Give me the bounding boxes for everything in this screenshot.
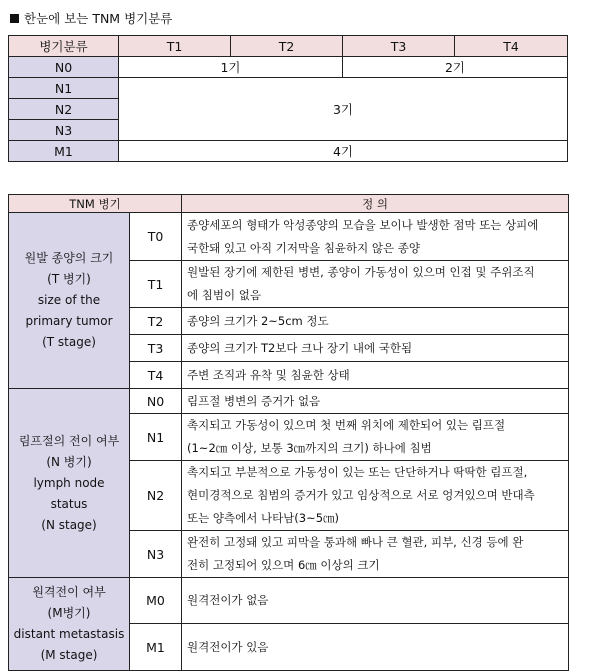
- definition-line: 완전히 고정돼 있고 피막을 통과해 빠나 큰 혈관, 피부, 신경 등에 완: [187, 535, 524, 549]
- definition-cell: [182, 531, 569, 578]
- category-line: (N 병기): [46, 454, 92, 469]
- definition-line: 원발된 장기에 제한된 병변, 종양이 가동성이 있으며 인접 및 주위조직: [187, 265, 535, 279]
- category-cell: [9, 213, 130, 389]
- stage-code: T2: [130, 308, 182, 335]
- definition-cell: [182, 624, 569, 671]
- table-row: [9, 389, 569, 414]
- table-row: [9, 195, 569, 213]
- stage-code: M0: [130, 578, 182, 624]
- definition-cell: [182, 578, 569, 624]
- stage-code: N0: [130, 389, 182, 414]
- category-line: (T 병기): [47, 272, 91, 286]
- definition-line: (1~2㎝ 이상, 보통 3㎝까지의 크기) 하나에 침범: [187, 441, 432, 455]
- definition-cell: [182, 308, 569, 335]
- stage-code: N3: [130, 531, 182, 578]
- stage-cell: 3기: [119, 78, 568, 141]
- header-cell: 병기분류: [9, 36, 119, 57]
- table-row: [9, 141, 568, 162]
- definition-line: 국한돼 있고 아직 기저막을 침윤하지 않은 종양: [187, 240, 421, 255]
- category-line: 림프절의 전이 여부: [18, 433, 120, 448]
- table-row: [9, 57, 568, 78]
- category-cell: [9, 578, 130, 671]
- definition-line: 또는 양측에서 나타남(3~5㎝): [187, 511, 340, 525]
- definition-cell: [182, 389, 569, 414]
- definition-cell: [182, 461, 569, 531]
- stage-code: T3: [130, 335, 182, 362]
- category-line: (N stage): [41, 517, 97, 532]
- header-cell: T4: [455, 36, 568, 57]
- row-label: N1: [9, 78, 119, 99]
- row-label: N3: [9, 120, 119, 141]
- definition-line: 종양의 크기가 T2보다 크나 장기 내에 국한됨: [187, 340, 413, 355]
- heading-text: 한눈에 보는 TNM 병기분류: [24, 11, 173, 26]
- table-row: [9, 213, 569, 261]
- header-cell: 정 의: [182, 195, 569, 213]
- stage-code: M1: [130, 624, 182, 671]
- category-line: (M병기): [47, 606, 91, 620]
- category-line: 원발 종양의 크기: [24, 251, 114, 265]
- definition-line: 전히 고정되어 있으며 6㎝ 이상의 크기: [187, 558, 380, 572]
- category-line: 원격전이 여부: [32, 585, 106, 599]
- category-cell: [9, 389, 130, 578]
- category-line: (T stage): [42, 335, 96, 349]
- stage-code: T0: [130, 213, 182, 261]
- section-heading: [10, 8, 172, 30]
- definition-cell: [182, 414, 569, 461]
- tnm-summary-table: [8, 35, 568, 162]
- stage-cell: 1기: [119, 57, 343, 78]
- stage-cell: 4기: [119, 141, 568, 162]
- table-row: [9, 78, 568, 99]
- definition-cell: [182, 362, 569, 389]
- definition-line: 종양의 크기가 2~5cm 정도: [187, 313, 329, 328]
- table-row: [9, 578, 569, 624]
- table-row: [9, 36, 568, 57]
- definition-line: 촉지되고 가동성이 있으며 첫 번째 위치에 제한되어 있는 림프절: [187, 418, 506, 432]
- category-line: status: [50, 496, 88, 511]
- row-label: N2: [9, 99, 119, 120]
- header-cell: TNM 병기: [9, 195, 182, 213]
- category-line: distant metastasis: [13, 627, 125, 641]
- row-label: M1: [9, 141, 119, 162]
- definition-line: 현미경적으로 침범의 증거가 있고 임상적으로 서로 엉겨있으며 반대측: [187, 488, 535, 502]
- definition-line: 촉지되고 부분적으로 가동성이 있는 또는 단단하거나 딱딱한 림프절,: [187, 465, 528, 479]
- row-label: N0: [9, 57, 119, 78]
- category-line: lymph node: [33, 475, 105, 490]
- definition-line: 에 침범이 없음: [187, 288, 261, 302]
- definition-line: 종양세포의 형태가 악성종양의 모습을 보이나 발생한 점막 또는 상피에: [187, 217, 539, 232]
- stage-code: N2: [130, 461, 182, 531]
- stage-code: T4: [130, 362, 182, 389]
- square-bullet-icon: [10, 14, 19, 23]
- definition-line: 주변 조직과 유착 및 침윤한 상태: [187, 367, 350, 382]
- header-cell: T1: [119, 36, 231, 57]
- definition-line: 림프절 병변의 증거가 없음: [187, 393, 321, 408]
- stage-code: T1: [130, 261, 182, 308]
- stage-cell: 2기: [343, 57, 568, 78]
- definition-cell: [182, 213, 569, 261]
- stage-code: N1: [130, 414, 182, 461]
- definition-line: 원격전이가 없음: [187, 593, 269, 607]
- definition-cell: [182, 261, 569, 308]
- definition-cell: [182, 335, 569, 362]
- category-line: (M stage): [40, 648, 98, 662]
- definition-line: 원격전이가 있음: [187, 639, 269, 654]
- header-cell: T3: [343, 36, 455, 57]
- category-line: size of the: [37, 293, 101, 307]
- category-line: primary tumor: [25, 314, 113, 328]
- header-cell: T2: [231, 36, 343, 57]
- tnm-definition-table: [8, 194, 569, 671]
